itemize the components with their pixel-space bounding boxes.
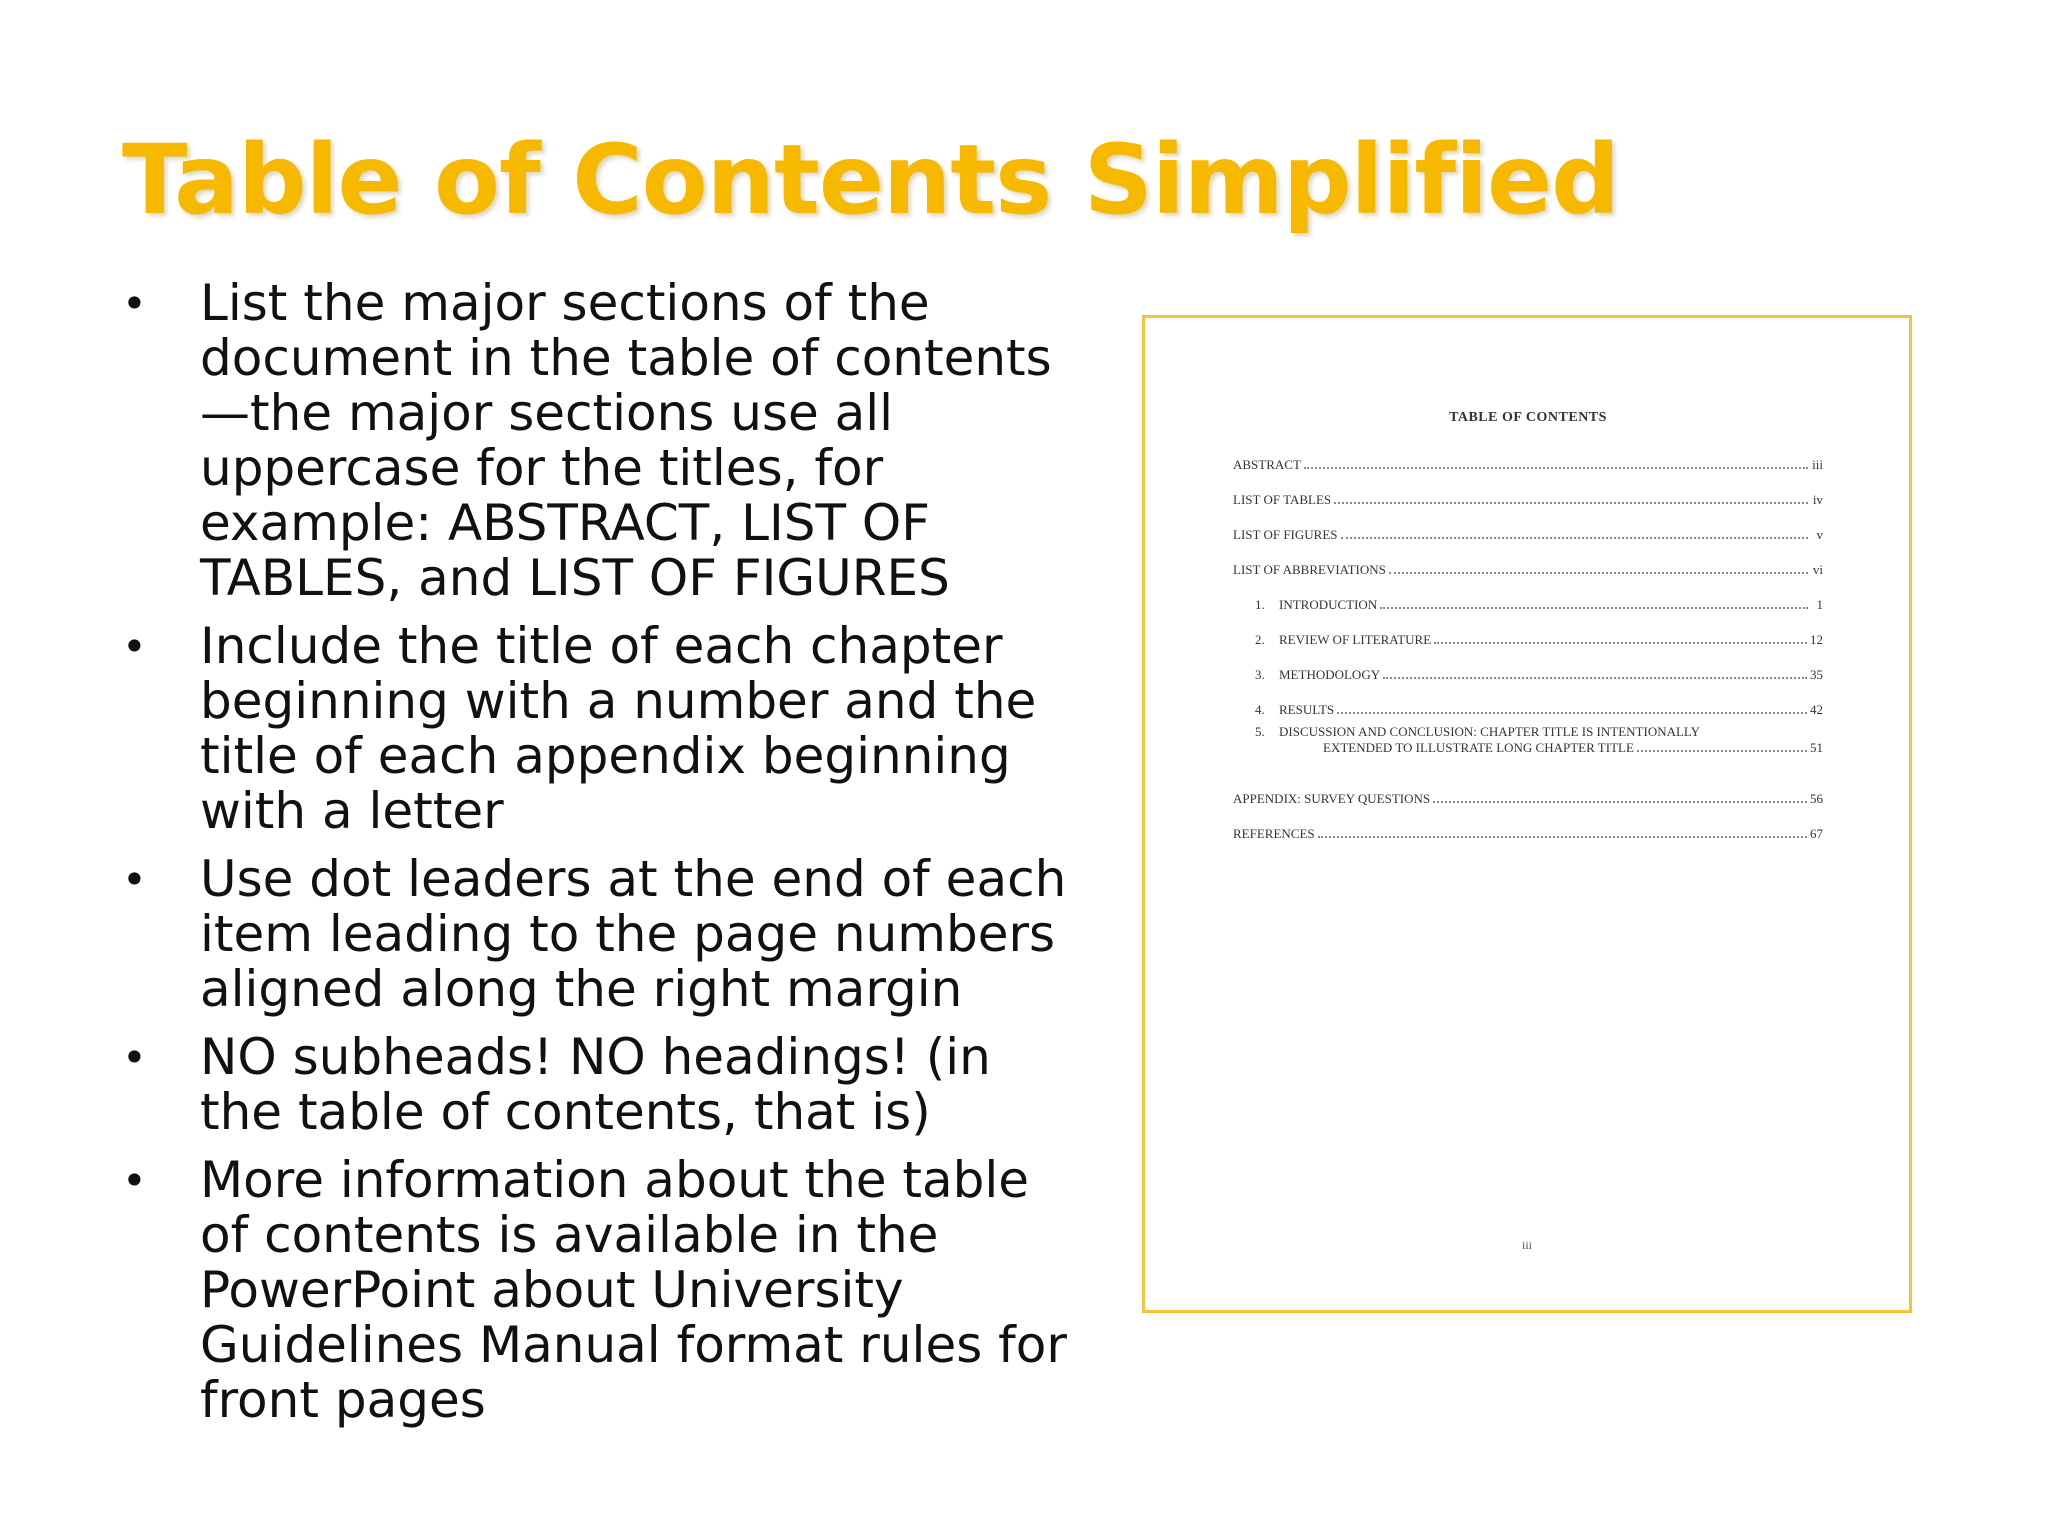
- toc-entry-two-line: [1279, 724, 1823, 756]
- toc-entry-number: 3.: [1255, 667, 1265, 682]
- dot-leader: [1433, 801, 1807, 803]
- toc-entry-label: METHODOLOGY: [1279, 667, 1381, 682]
- toc-entry-page: iii: [1812, 457, 1823, 472]
- bullet-icon: •: [122, 855, 147, 904]
- toc-entry-page: 51: [1810, 740, 1823, 755]
- toc-entry: [1233, 578, 1823, 613]
- toc-entry-continuation: [1279, 740, 1823, 756]
- bullet-icon: •: [122, 279, 147, 328]
- toc-entry-label: APPENDIX: SURVEY QUESTIONS: [1233, 791, 1431, 806]
- toc-entry-page: 67: [1810, 826, 1823, 841]
- dot-leader: [1434, 642, 1807, 644]
- toc-entry-page: 1: [1816, 597, 1823, 612]
- toc-entry: [1233, 772, 1823, 807]
- bullet-item: [120, 1030, 1080, 1140]
- dot-leader: [1337, 712, 1807, 714]
- toc-entry-page: 35: [1810, 667, 1823, 682]
- toc-entry: [1233, 718, 1823, 772]
- bullet-item: [120, 852, 1080, 1017]
- bullet-icon: •: [122, 1156, 147, 1205]
- toc-entry-label: LIST OF FIGURES: [1233, 527, 1338, 542]
- toc-entry-label: LIST OF ABBREVIATIONS: [1233, 562, 1386, 577]
- toc-entry-label: DISCUSSION AND CONCLUSION: CHAPTER TITLE IS INTENTIONALLY: [1279, 724, 1700, 739]
- toc-entry: [1233, 683, 1823, 718]
- toc-entry-page: 12: [1810, 632, 1823, 647]
- toc-entry-page: iv: [1812, 492, 1823, 507]
- toc-entry: [1233, 473, 1823, 508]
- toc-entry-page: vi: [1812, 562, 1823, 577]
- toc-entry-number: 5.: [1255, 724, 1265, 739]
- dot-leader: [1383, 677, 1807, 679]
- toc-example-image: [1142, 315, 1912, 1313]
- toc-entry: [1233, 613, 1823, 648]
- toc-entry-label: LIST OF TABLES: [1233, 492, 1332, 507]
- bullet-icon: •: [122, 1033, 147, 1082]
- bullet-text: NO subheads! NO headings! (in the table of contents, that is): [200, 1028, 991, 1141]
- bullet-text: Include the title of each chapter beginning with a number and the title of each appendix beginning with a letter: [200, 617, 1037, 840]
- toc-entry-label: INTRODUCTION: [1279, 597, 1378, 612]
- toc-entry-page: 42: [1810, 702, 1823, 717]
- toc-entry: [1233, 438, 1823, 473]
- bullet-text: More information about the table of contents is available in the PowerPoint about University Guidelines Manual format rules for front pages: [200, 1151, 1067, 1429]
- dot-leader: [1318, 836, 1807, 838]
- toc-entry-label: REVIEW OF LITERATURE: [1279, 632, 1432, 647]
- toc-entry-number: 4.: [1255, 702, 1265, 717]
- bullet-icon: •: [122, 622, 147, 671]
- slide-title: Table of Contents Simplified: [122, 124, 1619, 236]
- bullet-list: [120, 276, 1080, 1441]
- toc-entry-page: v: [1816, 527, 1823, 542]
- toc-entry-label: ABSTRACT: [1233, 457, 1301, 472]
- toc-entry-label: RESULTS: [1279, 702, 1335, 717]
- bullet-item: [120, 276, 1080, 606]
- toc-page-number: iii: [1521, 1238, 1532, 1252]
- toc-entry-label: REFERENCES: [1233, 826, 1315, 841]
- toc-entry-label-continued: EXTENDED TO ILLUSTRATE LONG CHAPTER TITLE: [1323, 740, 1634, 755]
- toc-entry-number: 1.: [1255, 597, 1265, 612]
- bullet-item: [120, 619, 1080, 839]
- toc-entry: [1233, 648, 1823, 683]
- bullet-text: Use dot leaders at the end of each item leading to the page numbers aligned along the right margin: [200, 850, 1067, 1018]
- toc-entry-page: 56: [1810, 791, 1823, 806]
- toc-entry-number: 2.: [1255, 632, 1265, 647]
- bullet-item: [120, 1153, 1080, 1428]
- bullet-text: List the major sections of the document in the table of contents—the major sections use all uppercase for the titles, for example: ABSTRACT, LIST OF TABLES, and LIST OF FIGURES: [200, 274, 1052, 607]
- toc-heading: TABLE OF CONTENTS: [1449, 410, 1607, 425]
- toc-example-page: [1233, 410, 1823, 842]
- dot-leader: [1389, 572, 1808, 574]
- toc-entry: [1233, 807, 1823, 842]
- dot-leader: [1637, 750, 1807, 752]
- toc-entry: [1233, 508, 1823, 543]
- dot-leader: [1380, 607, 1808, 609]
- toc-entry: [1233, 543, 1823, 578]
- dot-leader: [1334, 502, 1808, 504]
- dot-leader: [1304, 467, 1808, 469]
- dot-leader: [1341, 537, 1808, 539]
